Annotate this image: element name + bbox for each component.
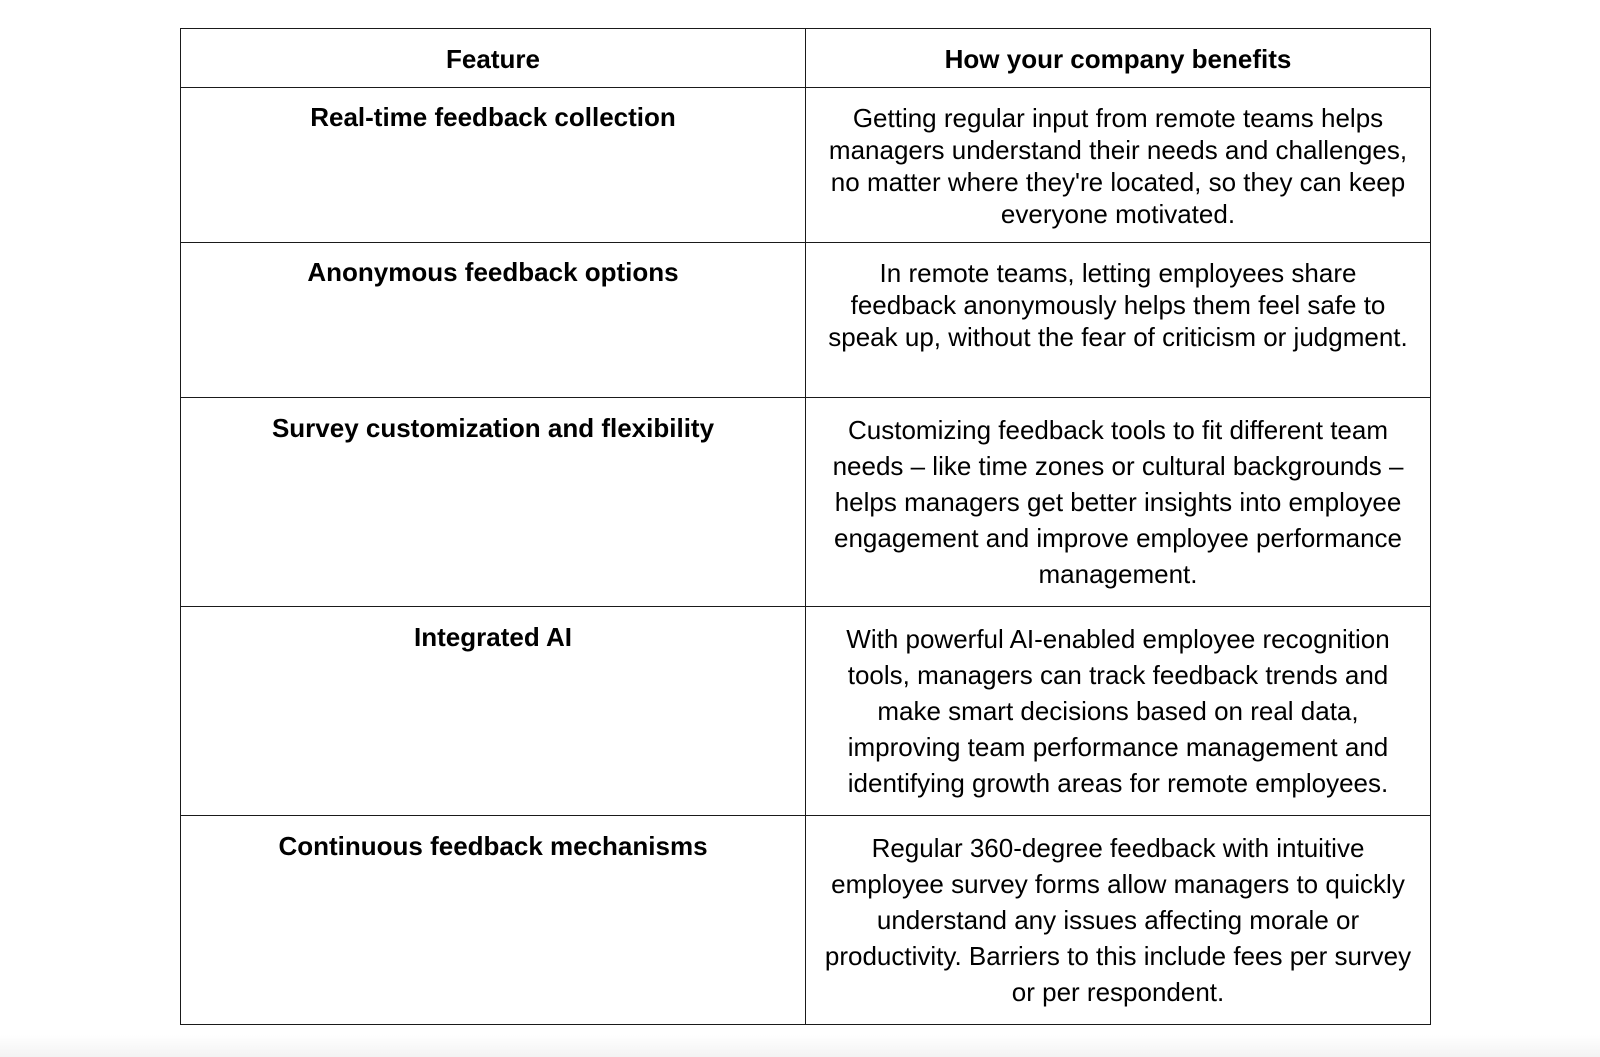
benefit-cell: Customizing feedback tools to fit different team needs – like time zones or cultural backgrounds – helps managers get better insights into employee engagement and improve employee performance management. <box>806 398 1431 607</box>
table-row <box>181 816 1431 1025</box>
table-row <box>181 88 1431 243</box>
feature-cell: Real-time feedback collection <box>181 88 806 243</box>
bottom-edge-shade <box>0 1035 1600 1057</box>
feature-cell: Anonymous feedback options <box>181 243 806 398</box>
feature-cell: Integrated AI <box>181 607 806 816</box>
table-row <box>181 243 1431 398</box>
feature-benefits-table <box>180 28 1431 1025</box>
table-row <box>181 398 1431 607</box>
table-header-row <box>181 29 1431 88</box>
feature-cell: Survey customization and flexibility <box>181 398 806 607</box>
benefit-cell: Getting regular input from remote teams helps managers understand their needs and challenges, no matter where they're located, so they can keep everyone motivated. <box>806 88 1431 243</box>
benefit-cell: With powerful AI-enabled employee recognition tools, managers can track feedback trends and make smart decisions based on real data, improving team performance management and identifying growth areas for remote employees. <box>806 607 1431 816</box>
feature-cell: Continuous feedback mechanisms <box>181 816 806 1025</box>
benefit-cell: Regular 360-degree feedback with intuitive employee survey forms allow managers to quickly understand any issues affecting morale or productivity. Barriers to this include fees per survey or per respondent. <box>806 816 1431 1025</box>
table-row <box>181 607 1431 816</box>
benefit-column-header: How your company benefits <box>806 29 1431 88</box>
feature-column-header: Feature <box>181 29 806 88</box>
benefit-cell: In remote teams, letting employees share feedback anonymously helps them feel safe to speak up, without the fear of criticism or judgment. <box>806 243 1431 398</box>
